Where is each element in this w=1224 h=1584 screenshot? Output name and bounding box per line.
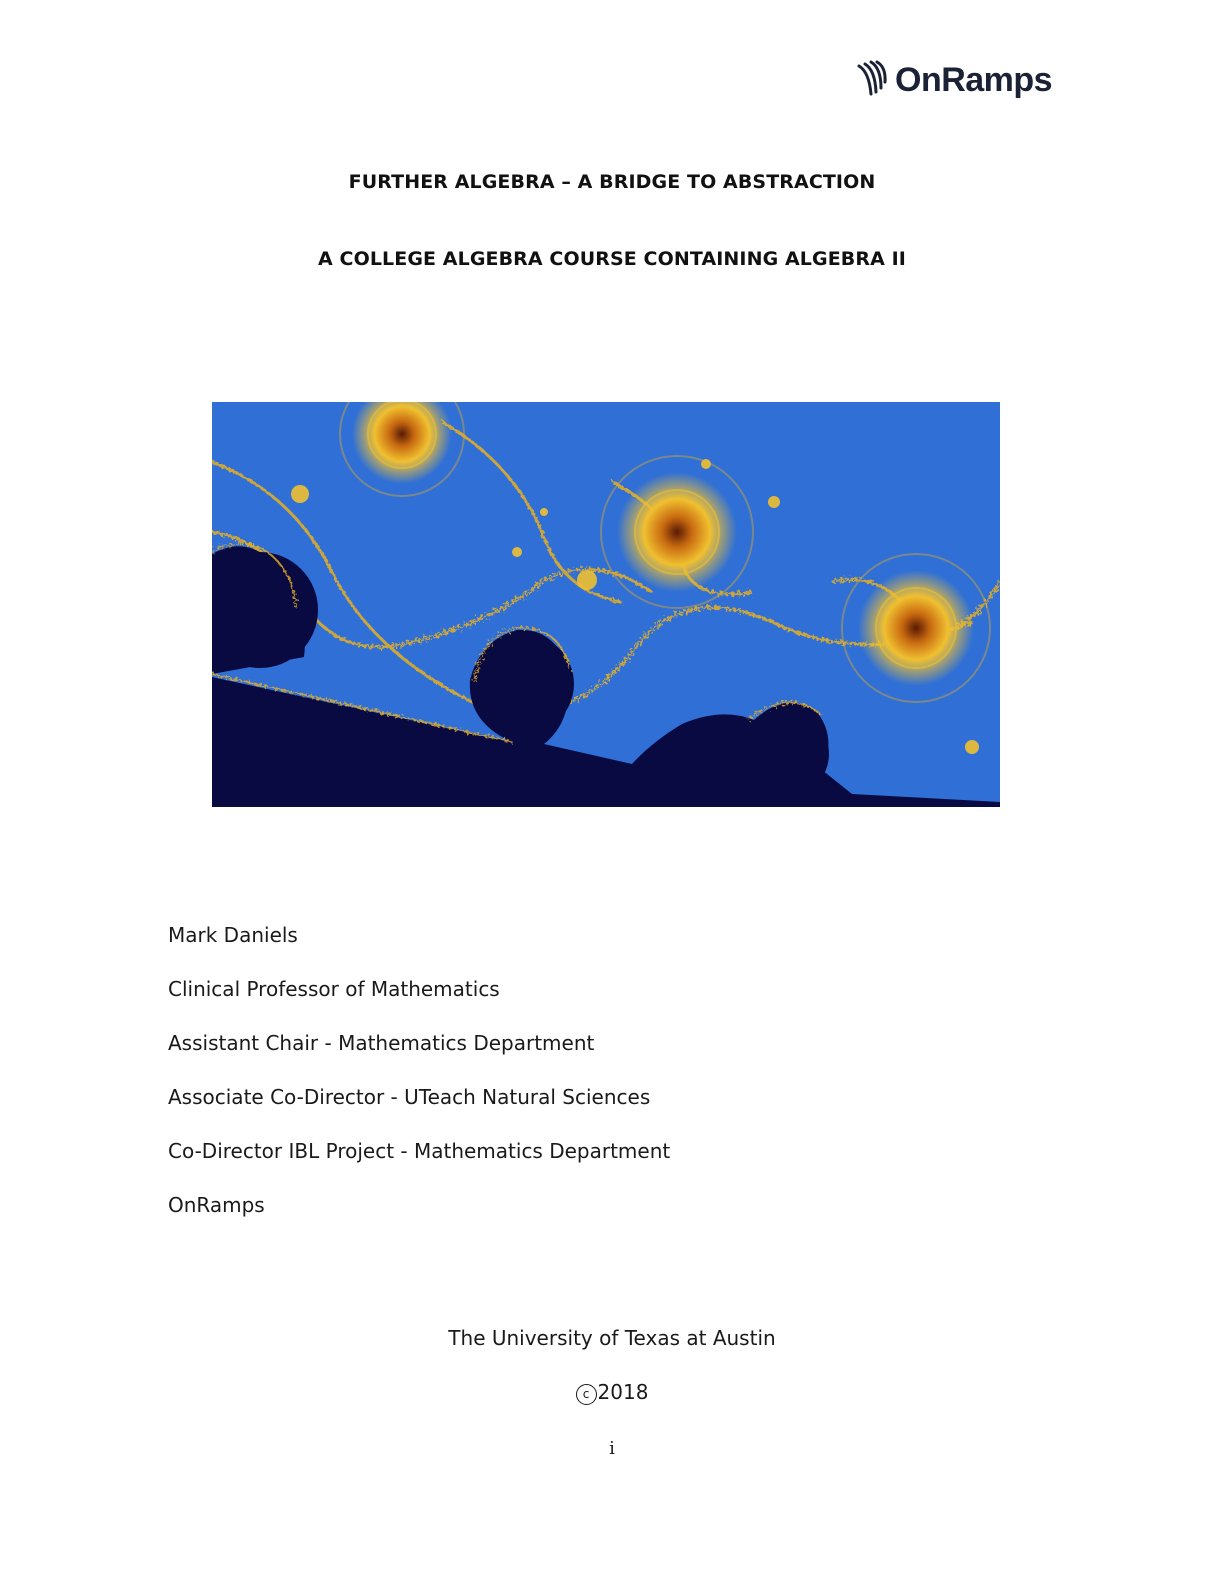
institution-name: The University of Texas at Austin <box>448 1326 776 1350</box>
author-title: Clinical Professor of Mathematics <box>168 977 500 1001</box>
author-name: Mark Daniels <box>168 923 298 947</box>
author-role-co-director-ibl: Co-Director IBL Project - Mathematics Department <box>168 1139 671 1163</box>
document-subtitle: A COLLEGE ALGEBRA COURSE CONTAINING ALGEBRA II <box>318 248 906 270</box>
author-role-assistant-chair: Assistant Chair - Mathematics Department <box>168 1031 595 1055</box>
document-title: FURTHER ALGEBRA – A BRIDGE TO ABSTRACTION <box>348 171 876 193</box>
spiral-3 <box>842 554 990 702</box>
fractal-cover-image <box>212 402 1000 807</box>
copyright-year: 2018 <box>597 1380 649 1404</box>
logo-text: OnRamps <box>895 60 1053 99</box>
copyright-icon: c <box>576 1384 597 1405</box>
onramps-logo <box>855 60 1052 100</box>
author-role-associate-co-director: Associate Co-Director - UTeach Natural Sciences <box>168 1085 651 1109</box>
spiral-2 <box>601 456 753 608</box>
onramps-logo-mark-icon <box>855 60 891 100</box>
author-affiliation: OnRamps <box>168 1193 265 1217</box>
copyright <box>0 1380 1224 1405</box>
page-number: i <box>609 1438 615 1459</box>
author-block <box>168 922 670 1246</box>
